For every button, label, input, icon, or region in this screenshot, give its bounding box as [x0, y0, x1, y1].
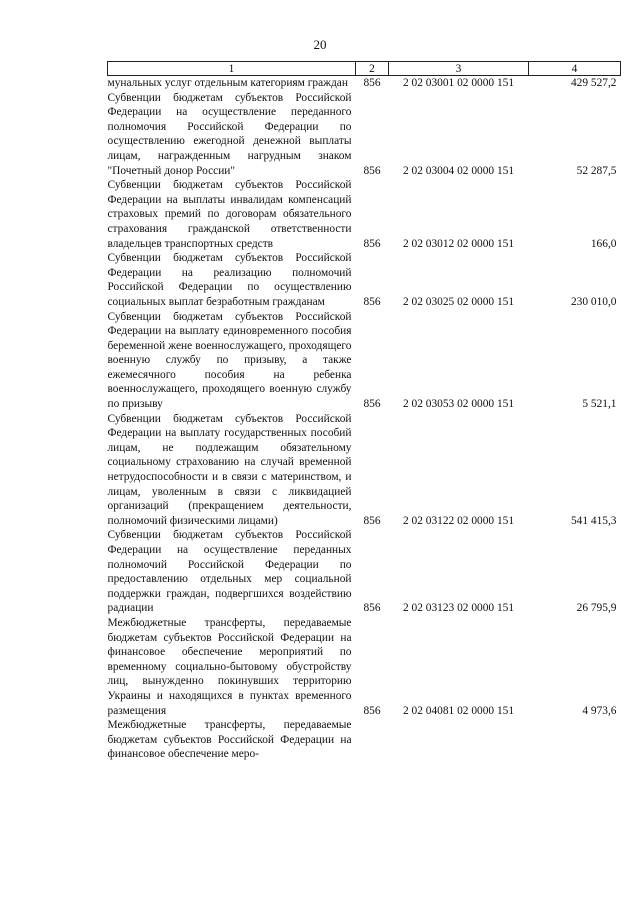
column-header: 3: [389, 62, 529, 76]
column-header: 2: [356, 62, 389, 76]
row-amount: 166,0: [590, 237, 617, 250]
row-amount: 230 010,0: [570, 295, 617, 308]
row-budget-code: 2 02 03012 02 0000 151: [402, 237, 515, 250]
row-amount: 52 287,5: [576, 164, 617, 177]
row-amount: 4 973,6: [582, 704, 617, 717]
row-admin-code: 856: [363, 602, 381, 615]
table-row: [108, 616, 621, 718]
row-budget-code: 2 02 03123 02 0000 151: [402, 602, 515, 615]
table-row: [108, 251, 621, 309]
row-amount: 429 527,2: [570, 77, 617, 89]
row-budget-code: 2 02 03001 02 0000 151: [402, 77, 515, 89]
row-admin-code: 856: [363, 514, 381, 527]
table-row: [108, 178, 621, 251]
row-budget-code: 2 02 03122 02 0000 151: [402, 514, 515, 527]
row-amount: 541 415,3: [570, 514, 617, 527]
row-admin-code: 856: [363, 77, 381, 89]
column-header: 1: [108, 62, 356, 76]
table-row: [108, 310, 621, 412]
row-description: Межбюджетные трансферты, передаваемые бюджетам субъектов Российской Федерации на финансовое обеспечение мероприятий по временному социально-бытовому обустройству лиц, вынужденно покинувших территорию Украины и находящихся в пунктах временного размещения: [107, 616, 352, 717]
budget-table: [107, 61, 621, 762]
row-admin-code: 856: [363, 237, 381, 250]
row-description: мунальных услуг отдельным категориям граждан: [107, 77, 348, 89]
row-amount: 26 795,9: [576, 602, 617, 615]
row-description: Субвенции бюджетам субъектов Российской Федерации на выплату единовременного пособия беременной жене военнослужащего, проходящего военную службу по призыву, а также ежемесячного пособия на ребенка военнослужащего, проходящего военную службу по призыву: [107, 310, 352, 411]
row-amount: 5 521,1: [582, 398, 617, 411]
row-admin-code: 856: [363, 398, 381, 411]
table-header-row: [108, 62, 621, 76]
table-row: [108, 718, 621, 762]
row-budget-code: 2 02 03025 02 0000 151: [402, 295, 515, 308]
column-header: 4: [529, 62, 621, 76]
row-description: Субвенции бюджетам субъектов Российской Федерации на выплаты инвалидам компенсаций страховых премий по договорам обязательного страхования гражданской ответственности владельцев транспортных средств: [107, 179, 352, 250]
page-number: 20: [313, 37, 327, 52]
row-description: Субвенции бюджетам субъектов Российской Федерации на осуществление переданного полномочия Российской Федерации по осуществлению ежегодной денежной выплаты лицам, награжденным нагрудным знаком "Почетный донор России": [107, 91, 352, 177]
row-admin-code: 856: [363, 704, 381, 717]
row-description-continued: Межбюджетные трансферты, передаваемые бюджетам субъектов Российской Федерации на финансовое обеспечение меро-: [107, 719, 352, 761]
table-row: [108, 91, 621, 179]
row-budget-code: 2 02 04081 02 0000 151: [402, 704, 515, 717]
table-row: [108, 412, 621, 529]
row-description: Субвенции бюджетам субъектов Российской Федерации на реализацию полномочий Российской Федерации по осуществлению социальных выплат безработным гражданам: [107, 252, 352, 308]
table-row: [108, 528, 621, 616]
table-row: [108, 76, 621, 91]
row-admin-code: 856: [363, 164, 381, 177]
row-description: Субвенции бюджетам субъектов Российской Федерации на выплату государственных пособий лицам, не подлежащим обязательному социальному страхованию на случай временной нетрудоспособности и в связи с материнством, и лицам, уволенным в связи с ликвидацией организаций (прекращением деятельности, полномочий физическими лицами): [107, 412, 352, 527]
row-budget-code: 2 02 03053 02 0000 151: [402, 398, 515, 411]
row-admin-code: 856: [363, 295, 381, 308]
row-description: Субвенции бюджетам субъектов Российской Федерации на осуществление переданных полномочий Российской Федерации по предоставлению отдельных мер социальной поддержки граждан, подвергшихся воздействию радиации: [107, 529, 352, 615]
row-budget-code: 2 02 03004 02 0000 151: [402, 164, 515, 177]
